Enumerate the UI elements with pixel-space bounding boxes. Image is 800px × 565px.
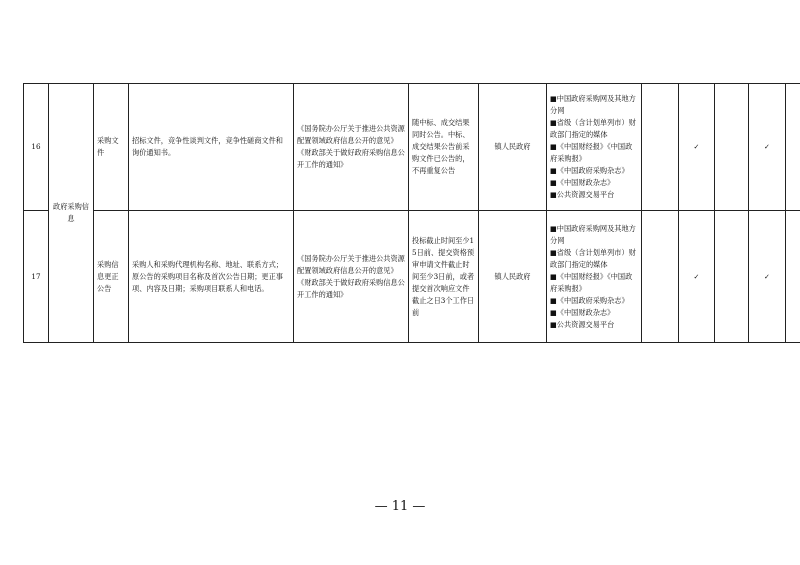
check-mark-b: ✓ [679,84,715,211]
subject-cell: 镇人民政府 [479,211,547,343]
channel-line: ■公共资源交易平台 [550,190,615,199]
channel-cell [547,211,642,343]
page-number: — 11 — [374,499,426,514]
channel-cell [547,84,642,211]
content-cell: 采购人和采购代理机构名称、地址、联系方式；原公告的采购项目名称及首次公告日期；更正事项、内容及日期；采购项目联系人和电话。 [129,211,294,343]
mark-cell-e [786,84,800,211]
basis-cell: 《国务院办公厅关于推进公共资源配置领域政府信息公开的意见》《财政部关于做好政府采购信息公开工作的通知》 [294,84,409,211]
channel-line: ■《中国财政杂志》 [550,178,615,187]
mark-cell-e [786,211,800,343]
subject-cell: 镇人民政府 [479,84,547,211]
channel-line: ■《中国财政杂志》 [550,307,615,317]
content-cell: 招标文件，竞争性谈判文件，竞争性磋商文件和询价通知书。 [129,84,294,211]
item-cell: 采购信息更正公告 [94,211,129,343]
table-row [24,84,800,211]
check-mark-d: ✓ [749,211,786,343]
mark-cell-a [642,211,679,343]
item-cell: 采购文件 [94,84,129,211]
channel-line: ■《中国财经报》《中国政府采购报》 [550,142,633,163]
channel-line: ■《中国财经报》《中国政府采购报》 [550,271,633,293]
row-number: 16 [24,84,49,211]
time-limit-cell: 投标截止时间至少15日前、提交资格预审申请文件截止时间至少3日前，或者提交首次响应文件截止之日3个工作日前 [409,211,479,343]
check-mark-b: ✓ [679,211,715,343]
mark-cell-c [715,84,749,211]
channel-line: ■省级（含计划单列市）财政部门指定的媒体 [550,118,636,139]
check-mark-d: ✓ [749,84,786,211]
time-limit-cell: 随中标、成交结果同时公告。中标、成交结果公告前采购文件已公告的，不再重复公告 [409,84,479,211]
row-number: 17 [24,211,49,343]
category-cell: 政府采购信息 [49,84,94,343]
mark-cell-a [642,84,679,211]
mark-cell-c [715,211,749,343]
basis-cell: 《国务院办公厅关于推进公共资源配置领域政府信息公开的意见》《财政部关于做好政府采购信息公开工作的通知》 [294,211,409,343]
channel-line: ■公共资源交易平台 [550,319,615,329]
channel-line: ■中国政府采购网及其地方分网 [550,94,636,115]
disclosure-table [23,83,800,343]
channel-line: ■《中国政府采购杂志》 [550,295,629,305]
channel-line: ■《中国政府采购杂志》 [550,166,629,175]
channel-line: ■省级（含计划单列市）财政部门指定的媒体 [550,247,636,269]
channel-line: ■中国政府采购网及其地方分网 [550,223,636,245]
table-row [24,211,800,343]
